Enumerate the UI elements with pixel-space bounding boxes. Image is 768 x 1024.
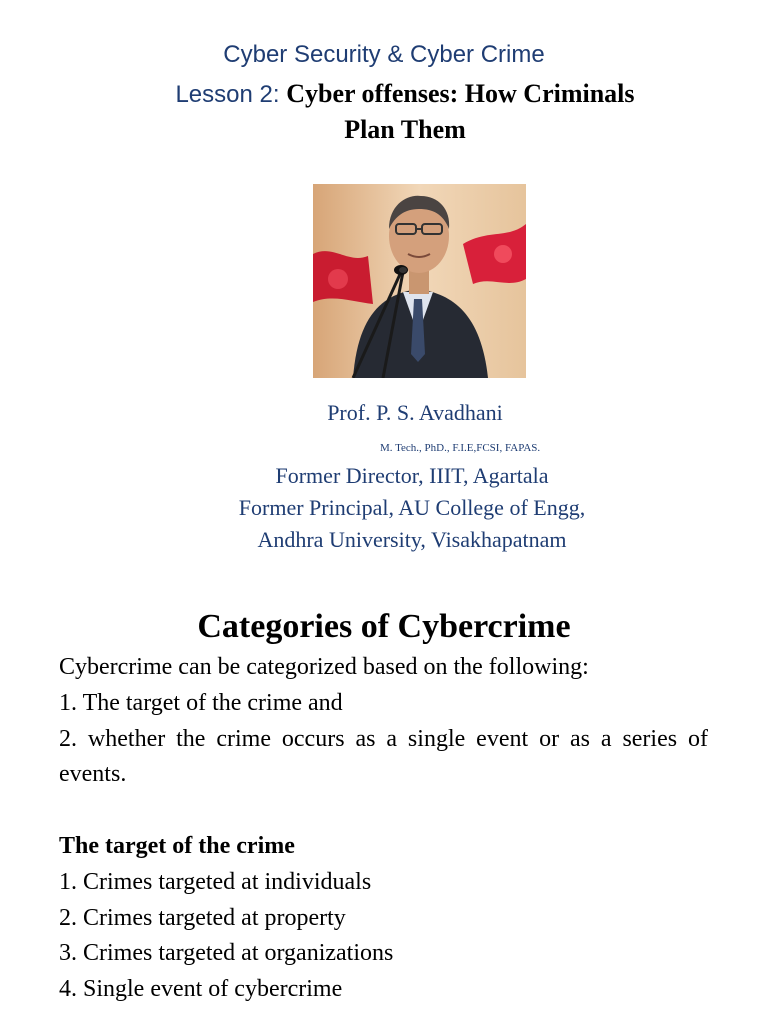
lesson-label: Lesson 2: [175, 81, 287, 108]
target-item: 1. Crimes targeted at individuals [59, 868, 372, 895]
lesson-title-line1 [0, 76, 768, 113]
section-body [59, 650, 708, 1008]
basis-item: 1. The target of the crime and [59, 689, 343, 716]
intro-paragraph: Cybercrime can be categorized based on the following: [59, 654, 589, 680]
affiliation-line: Andhra University, Visakhapatnam [257, 527, 567, 552]
target-item: 2. Crimes targeted at property [59, 904, 346, 931]
affiliation-line: Former Director, IIIT, Agartala [275, 463, 549, 488]
lesson-title-text: Cyber offenses: How Criminals [286, 79, 635, 108]
basis-item: 2. whether the crime occurs as a single event or as a series of events. [59, 725, 708, 788]
author-name: Prof. P. S. Avadhani [327, 400, 503, 425]
author-qualifications: M. Tech., PhD., F.I.E,FCSI, FAPAS. [380, 442, 541, 454]
course-title: Cyber Security & Cyber Crime [223, 41, 545, 68]
author-affiliation [0, 460, 768, 556]
affiliation-line: Former Principal, AU College of Engg, [238, 495, 586, 520]
section-title: Categories of Cybercrime [197, 608, 571, 645]
subheading: The target of the crime [59, 832, 295, 859]
target-item: 3. Crimes targeted at organizations [59, 940, 394, 967]
author-photo [313, 184, 526, 378]
target-item: 4. Single event of cybercrime [59, 976, 343, 1003]
lesson-title-line2: Plan Them [344, 115, 466, 144]
